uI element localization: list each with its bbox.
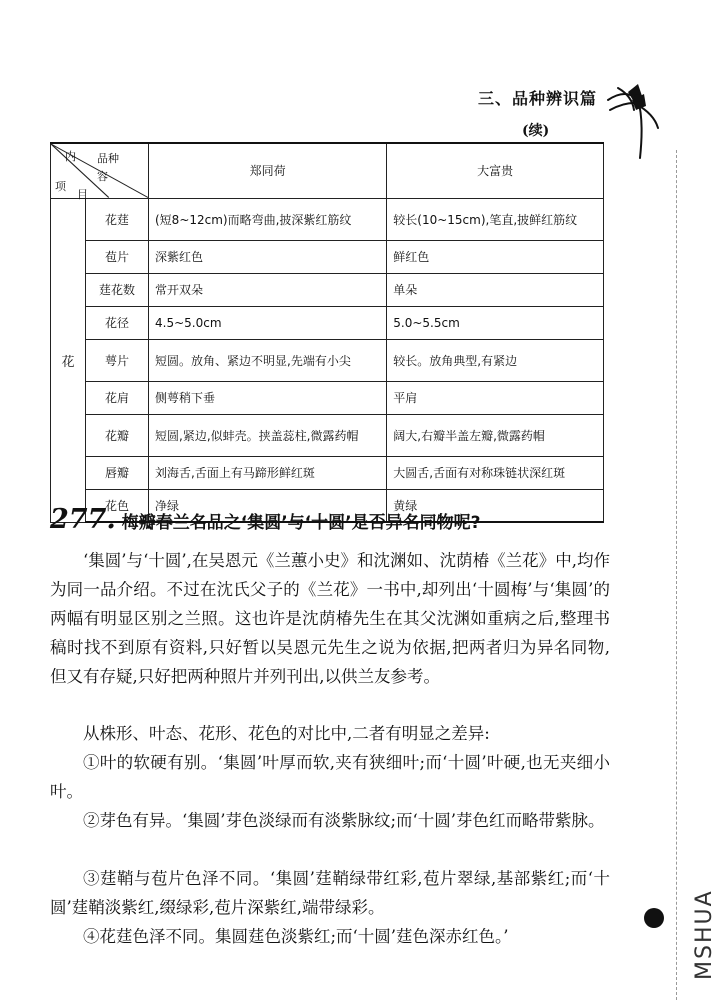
round-bullet-icon bbox=[644, 908, 664, 928]
table-row bbox=[51, 273, 604, 306]
row-attr: 花色 bbox=[86, 489, 149, 522]
comparison-table bbox=[50, 142, 604, 523]
table-row bbox=[51, 414, 604, 456]
row-attr: 花径 bbox=[86, 306, 149, 339]
table-row bbox=[51, 198, 604, 240]
paragraph-point-4: ④花莛色泽不同。集圆莛色淡紫红;而‘十圆’莛色深赤红色。’ bbox=[83, 927, 509, 946]
paragraph-point-1: ①叶的软硬有别。‘集圆’叶厚而软,夹有狭细叶;而‘十圆’叶硬,也无夹细小叶。 bbox=[50, 753, 610, 801]
table-header-row bbox=[51, 143, 604, 198]
cell-a: 短圆,紧边,似蚌壳。挟盖蕊柱,微露药帽 bbox=[149, 414, 387, 456]
margin-dashed-line bbox=[676, 150, 677, 1000]
table-row bbox=[51, 306, 604, 339]
table-row bbox=[51, 381, 604, 414]
row-attr: 唇瓣 bbox=[86, 456, 149, 489]
cell-a: 刘海舌,舌面上有马蹄形鲜红斑 bbox=[149, 456, 387, 489]
cell-b: 较长(10~15cm),笔直,披鲜红筋纹 bbox=[387, 198, 604, 240]
table-row bbox=[51, 240, 604, 273]
chapter-title: 三、品种辨识篇 bbox=[478, 89, 598, 108]
paragraph-comparison-lead: 从株形、叶态、花形、花色的对比中,二者有明显之差异: bbox=[83, 724, 490, 743]
column-header-dafugui: 大富贵 bbox=[387, 143, 604, 198]
group-label-flower: 花 bbox=[51, 198, 86, 522]
cell-b: 单朵 bbox=[387, 273, 604, 306]
continued-label: (续) bbox=[522, 123, 550, 139]
table-row bbox=[51, 456, 604, 489]
paragraph-intro: ‘集圆’与‘十圆’,在吴恩元《兰蕙小史》和沈渊如、沈荫椿《兰花》中,均作为同一品介绍。不过在沈氏父子的《兰花》一书中,却列出‘十圆梅’与‘集圆’的两幅有明显区别之兰照。这也许是沈荫椿先生在其父沈渊如重病之后,整理书稿时找不到原有资料,只好暂以吴恩元先生之说为依据,把两者归为异名同物,但又有存疑,只好把两种照片并列刊出,以供兰友参考。 bbox=[50, 551, 610, 686]
row-attr: 萼片 bbox=[86, 339, 149, 381]
cell-a: (短8~12cm)而略弯曲,披深紫红筋纹 bbox=[149, 198, 387, 240]
row-attr: 花肩 bbox=[86, 381, 149, 414]
cell-a: 侧萼稍下垂 bbox=[149, 381, 387, 414]
cell-b: 平肩 bbox=[387, 381, 604, 414]
cell-b: 黄绿 bbox=[387, 489, 604, 522]
cell-a: 短圆。放角、紧边不明显,先端有小尖 bbox=[149, 339, 387, 381]
row-attr: 花瓣 bbox=[86, 414, 149, 456]
row-attr: 莛花数 bbox=[86, 273, 149, 306]
paragraph-point-3: ③莛鞘与苞片色泽不同。‘集圆’莛鞘绿带红彩,苞片翠绿,基部紫红;而‘十圆’莛鞘淡紫红,缀绿彩,苞片深紫红,端带绿彩。 bbox=[50, 869, 610, 917]
header-label-nei: 内 bbox=[65, 150, 76, 163]
cell-b: 较长。放角典型,有紧边 bbox=[387, 339, 604, 381]
cell-a: 净绿 bbox=[149, 489, 387, 522]
orchid-icon bbox=[598, 70, 662, 160]
question-text: 梅瓣春兰名品之‘集圆’与‘十圆’是否异名同物呢? bbox=[121, 513, 481, 533]
column-header-zhengtonghe: 郑同荷 bbox=[149, 143, 387, 198]
cell-b: 鲜红色 bbox=[387, 240, 604, 273]
watermark: MSHUA bbox=[692, 889, 717, 980]
cell-b: 大圆舌,舌面有对称珠链状深红斑 bbox=[387, 456, 604, 489]
cell-b: 阔大,右瓣半盖左瓣,微露药帽 bbox=[387, 414, 604, 456]
header-label-item2: 目 bbox=[77, 188, 88, 201]
header-label-item1: 项 bbox=[55, 180, 66, 193]
question-title bbox=[50, 504, 650, 535]
table-row bbox=[51, 339, 604, 381]
cell-a: 4.5~5.0cm bbox=[149, 306, 387, 339]
cell-b: 5.0~5.5cm bbox=[387, 306, 604, 339]
question-number: 277. bbox=[50, 504, 116, 535]
row-attr: 花莛 bbox=[86, 198, 149, 240]
cell-a: 深紫红色 bbox=[149, 240, 387, 273]
header-label-content: 容 bbox=[97, 170, 108, 183]
diagonal-header-cell bbox=[51, 143, 149, 201]
header-label-variety: 品种 bbox=[97, 152, 119, 165]
cell-a: 常开双朵 bbox=[149, 273, 387, 306]
row-attr: 苞片 bbox=[86, 240, 149, 273]
paragraph-point-2: ②芽色有异。‘集圆’芽色淡绿而有淡紫脉纹;而‘十圆’芽色红而略带紫脉。 bbox=[83, 811, 605, 830]
